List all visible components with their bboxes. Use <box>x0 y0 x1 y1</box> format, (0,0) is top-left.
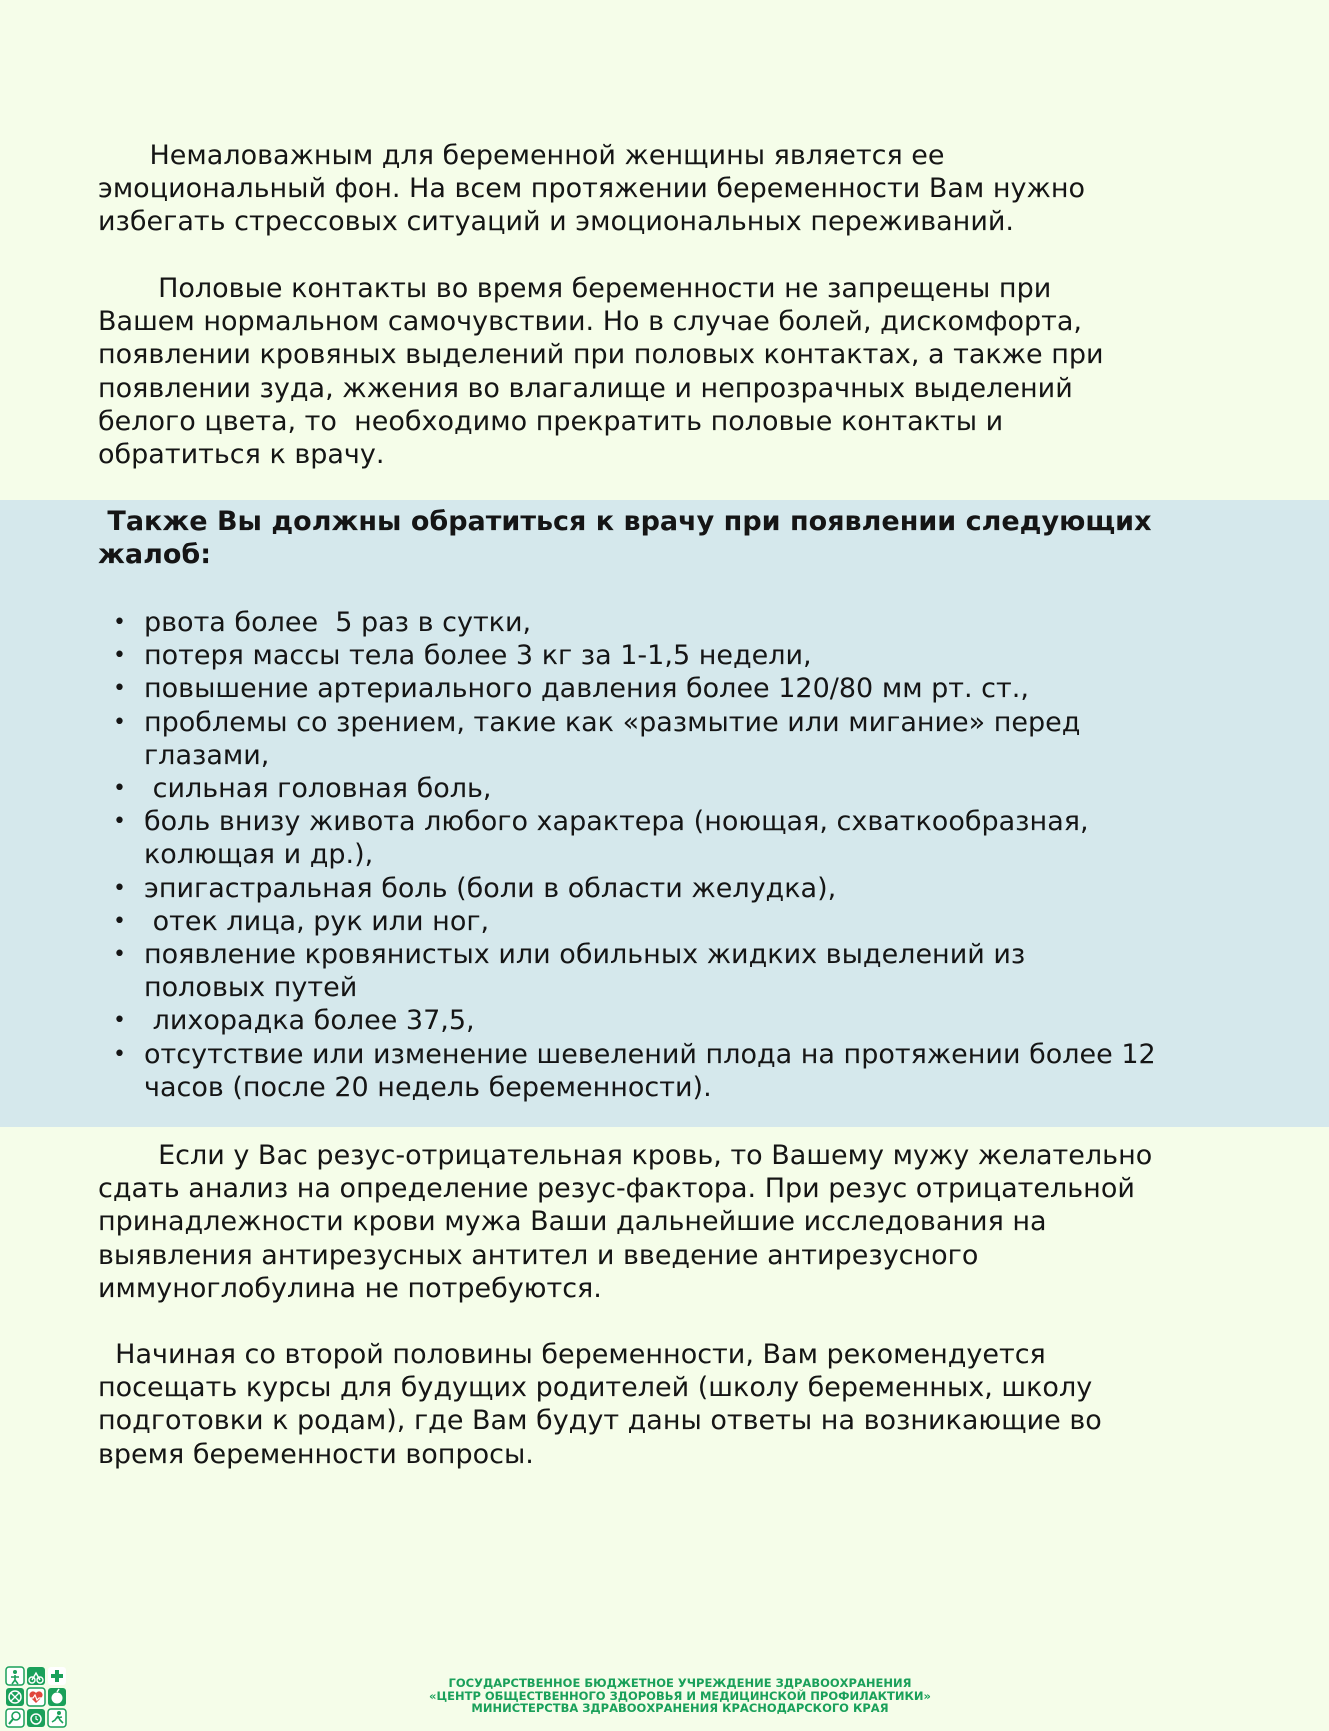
list-item <box>98 805 1313 871</box>
list-item-text: рвота более 5 раз в сутки, <box>144 607 532 638</box>
list-item-text: отсутствие или изменение шевелений плода на протяжении более 12 часов (после 20 недель беременности). <box>144 1038 1156 1103</box>
list-item <box>98 606 1313 639</box>
bullet-icon: • <box>113 1008 126 1034</box>
bullet-icon: • <box>113 942 126 968</box>
bullet-icon: • <box>113 776 126 802</box>
paragraph-sexual-contacts: Половые контакты во время беременности не запрещены при Вашем нормальном самочувствии. Но в случае болей, дискомфорта, появлении кровяных выделений при половых контактах, а также при появлении зуда, жжения во влагалище и непрозрачных выделений белого цвета, то необходимо прекратить половые контакты и обратиться к врачу. <box>98 273 1104 471</box>
list-item-text: потеря массы тела более 3 кг за 1-1,5 недели, <box>144 640 812 672</box>
paragraph-rh-factor: Если у Вас резус-отрицательная кровь, то Вашему мужу желательно сдать анализ на определение резус-фактора. При резус отрицательной принадлежности крови мужа Ваши дальнейшие исследования на выявления антирезусных антител и введение антирезусного иммуноглобулина не потребуются. <box>98 1140 1153 1304</box>
list-item <box>98 872 1313 905</box>
list-item-text: эпигастральная боль (боли в области желудка), <box>144 872 837 904</box>
complaints-list <box>98 606 1313 1104</box>
list-item <box>98 672 1313 705</box>
list-item-text: появление кровянистых или обильных жидких выделений из половых путей <box>144 939 1026 1004</box>
bullet-icon: • <box>113 908 126 934</box>
list-item-text: проблемы со зрением, такие как «размытие или мигание» перед глазами, <box>144 706 1081 771</box>
bullet-icon: • <box>113 610 126 635</box>
list-item-text: повышение артериального давления более 120/80 мм рт. ст., <box>144 673 1029 705</box>
footer-line-2: «ЦЕНТР ОБЩЕСТВЕННОГО ЗДОРОВЬЯ И МЕДИЦИНСКОЙ ПРОФИЛАКТИКИ» <box>429 1688 931 1703</box>
bullet-icon: • <box>113 643 126 669</box>
complaints-heading: Также Вы должны обратиться к врачу при появлении следующих жалоб: <box>98 506 1152 571</box>
list-item-text: отек лица, рук или ног, <box>144 905 490 937</box>
list-item <box>98 938 1313 1004</box>
footer-organization <box>380 1677 980 1715</box>
bullet-icon: • <box>113 809 126 835</box>
list-item <box>98 772 1313 805</box>
list-item-text: боль внизу живота любого характера (ноющая, схваткообразная, колющая и др.), <box>144 806 1089 871</box>
bullet-icon: • <box>113 1041 126 1067</box>
list-item <box>98 1038 1313 1104</box>
list-item-text: лихорадка более 37,5, <box>144 1005 475 1037</box>
list-item <box>98 1004 1313 1037</box>
list-item <box>98 905 1313 938</box>
list-item-text: сильная головная боль, <box>144 773 492 805</box>
paragraph-parent-courses: Начиная со второй половины беременности, Вам рекомендуется посещать курсы для будущих родителей (школу беременных, школу подготовки к родам), где Вам будут даны ответы на возникающие во время беременности вопросы. <box>98 1339 1102 1470</box>
bullet-icon: • <box>113 875 126 901</box>
bullet-icon: • <box>113 709 126 735</box>
paragraph-emotional-state: Немаловажным для беременной женщины является ее эмоциональный фон. На всем протяжении беременности Вам нужно избегать стрессовых ситуаций и эмоциональных переживаний. <box>98 140 1086 238</box>
list-item <box>98 639 1313 672</box>
list-item <box>98 706 1313 772</box>
footer-line-1: ГОСУДАРСТВЕННОЕ БЮДЖЕТНОЕ УЧРЕЖДЕНИЕ ЗДРАВООХРАНЕНИЯ <box>448 1676 912 1690</box>
bullet-icon: • <box>113 676 126 702</box>
footer-line-3: МИНИСТЕРСТВА ЗДРАВООХРАНЕНИЯ КРАСНОДАРСКОГО КРАЯ <box>471 1701 889 1715</box>
health-icons-grid-icon <box>4 1665 68 1729</box>
